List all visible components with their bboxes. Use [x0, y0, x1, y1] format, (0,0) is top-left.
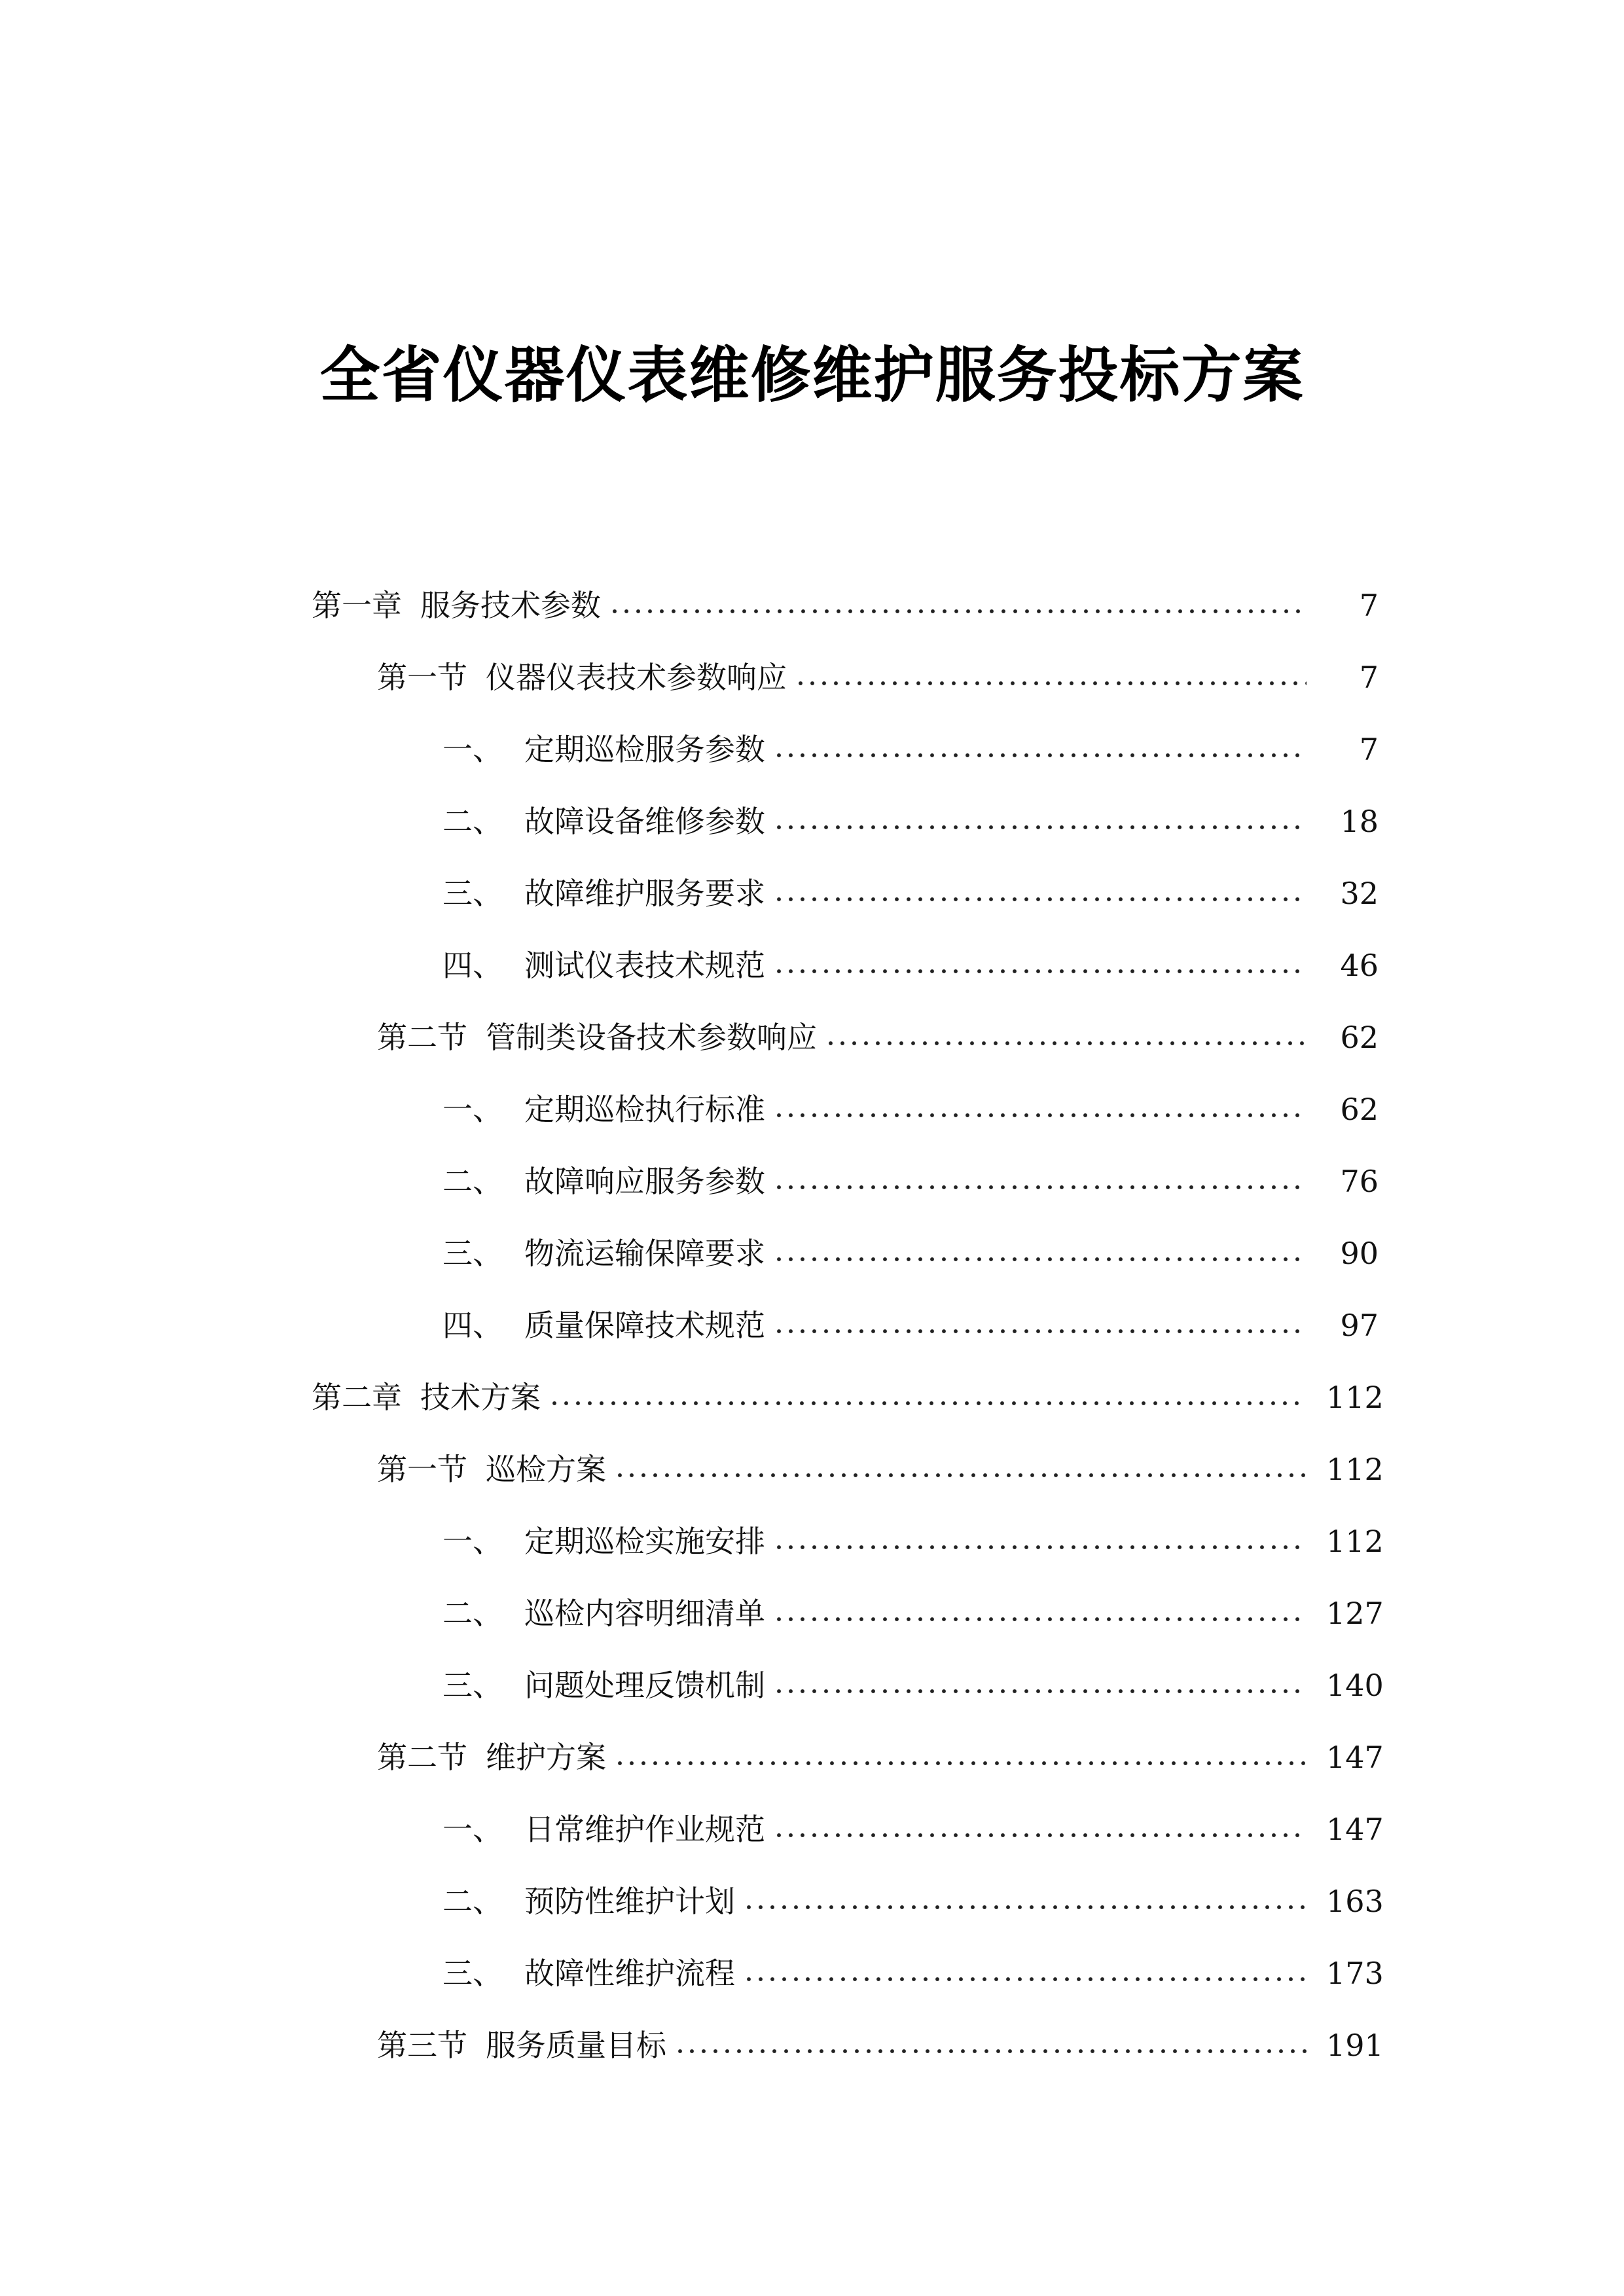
dot-leader [549, 1400, 1307, 1407]
toc-page-number: 62 [1340, 1020, 1379, 1055]
toc-text: 定期巡检实施安排 [524, 1524, 765, 1559]
toc-text: 故障性维护流程 [524, 1956, 735, 1991]
toc-page-number: 7 [1359, 732, 1379, 767]
toc-text: 问题处理反馈机制 [524, 1668, 765, 1703]
toc-section-2-1[interactable] [0, 1433, 1624, 1505]
toc-page-number: 127 [1326, 1596, 1384, 1631]
toc-text: 定期巡检服务参数 [524, 732, 765, 767]
toc-number: 一、 [442, 1812, 503, 1847]
dot-leader [773, 896, 1307, 903]
toc-subsection[interactable] [0, 785, 1624, 857]
toc-text: 预防性维护计划 [524, 1884, 735, 1919]
dot-leader [614, 1760, 1307, 1767]
toc-text: 故障响应服务参数 [524, 1164, 765, 1199]
toc-number: 三、 [442, 1236, 503, 1271]
toc-subsection[interactable] [0, 1289, 1624, 1361]
toc-number: 二、 [442, 804, 503, 839]
toc-chapter-2[interactable] [0, 1361, 1624, 1433]
toc-page-number: 76 [1340, 1164, 1379, 1199]
toc-number: 第一节 [377, 660, 467, 695]
toc-text: 故障维护服务要求 [524, 876, 765, 911]
dot-leader [795, 680, 1307, 687]
toc-page-number: 112 [1326, 1380, 1384, 1415]
toc-text: 技术方案 [420, 1380, 541, 1415]
toc-number: 三、 [442, 1668, 503, 1703]
toc-page-number: 173 [1326, 1956, 1384, 1991]
toc-page-number: 112 [1326, 1452, 1384, 1487]
toc-page-number: 147 [1326, 1740, 1384, 1775]
toc-number: 第三节 [377, 2028, 467, 2063]
toc-subsection[interactable] [0, 713, 1624, 785]
toc-subsection[interactable] [0, 1649, 1624, 1721]
toc-page-number: 62 [1340, 1092, 1379, 1127]
toc-number: 四、 [442, 948, 503, 983]
toc-page-number: 7 [1359, 588, 1379, 623]
toc-subsection[interactable] [0, 1937, 1624, 2009]
toc-text: 服务质量目标 [486, 2028, 666, 2063]
toc-page-number: 18 [1340, 804, 1379, 839]
toc-section-2-3[interactable] [0, 2009, 1624, 2081]
toc-text: 巡检内容明细清单 [524, 1596, 765, 1631]
toc-text: 物流运输保障要求 [524, 1236, 765, 1271]
toc-number: 二、 [442, 1884, 503, 1919]
toc-subsection[interactable] [0, 1217, 1624, 1289]
toc-page-number: 191 [1326, 2028, 1384, 2063]
dot-leader [773, 1184, 1307, 1191]
dot-leader [609, 608, 1307, 615]
toc-page-number: 7 [1359, 660, 1379, 695]
toc-page-number: 112 [1326, 1524, 1384, 1559]
toc-number: 第一章 [312, 588, 402, 623]
toc-page-number: 140 [1326, 1668, 1384, 1703]
dot-leader [674, 2048, 1307, 2054]
toc-text: 维护方案 [486, 1740, 606, 1775]
toc-number: 一、 [442, 1092, 503, 1127]
toc-page-number: 147 [1326, 1812, 1384, 1847]
toc-subsection[interactable] [0, 857, 1624, 929]
table-of-contents [0, 569, 1624, 2081]
dot-leader [773, 1616, 1307, 1623]
toc-page-number: 97 [1340, 1308, 1379, 1343]
toc-number: 一、 [442, 1524, 503, 1559]
dot-leader [743, 1976, 1307, 1982]
document-title: 全省仪器仪表维修维护服务投标方案 [319, 340, 1305, 410]
toc-text: 服务技术参数 [420, 588, 601, 623]
toc-number: 第一节 [377, 1452, 467, 1487]
toc-number: 第二节 [377, 1740, 467, 1775]
toc-text: 测试仪表技术规范 [524, 948, 765, 983]
toc-page-number: 32 [1340, 876, 1379, 911]
toc-page-number: 163 [1326, 1884, 1384, 1919]
toc-number: 第二章 [312, 1380, 402, 1415]
dot-leader [773, 1256, 1307, 1263]
toc-subsection[interactable] [0, 1865, 1624, 1937]
toc-text: 巡检方案 [486, 1452, 606, 1487]
toc-number: 二、 [442, 1164, 503, 1199]
dot-leader [773, 968, 1307, 975]
toc-number: 四、 [442, 1308, 503, 1343]
toc-text: 管制类设备技术参数响应 [486, 1020, 817, 1055]
toc-number: 一、 [442, 732, 503, 767]
toc-number: 三、 [442, 1956, 503, 1991]
dot-leader [825, 1040, 1307, 1047]
dot-leader [773, 1328, 1307, 1335]
toc-text: 定期巡检执行标准 [524, 1092, 765, 1127]
toc-subsection[interactable] [0, 929, 1624, 1001]
toc-section-1-2[interactable] [0, 1001, 1624, 1073]
toc-text: 日常维护作业规范 [524, 1812, 765, 1847]
dot-leader [773, 752, 1307, 759]
toc-subsection[interactable] [0, 1793, 1624, 1865]
toc-number: 三、 [442, 876, 503, 911]
toc-page-number: 46 [1340, 948, 1379, 983]
toc-number: 二、 [442, 1596, 503, 1631]
dot-leader [773, 1112, 1307, 1119]
toc-text: 质量保障技术规范 [524, 1308, 765, 1343]
dot-leader [743, 1904, 1307, 1910]
toc-subsection[interactable] [0, 1145, 1624, 1217]
toc-subsection[interactable] [0, 1505, 1624, 1577]
toc-text: 故障设备维修参数 [524, 804, 765, 839]
toc-subsection[interactable] [0, 1073, 1624, 1145]
dot-leader [773, 1688, 1307, 1695]
toc-subsection[interactable] [0, 1577, 1624, 1649]
dot-leader [773, 1832, 1307, 1839]
toc-text: 仪器仪表技术参数响应 [486, 660, 787, 695]
dot-leader [773, 824, 1307, 831]
toc-section-2-2[interactable] [0, 1721, 1624, 1793]
toc-section-1-1[interactable] [0, 641, 1624, 713]
toc-chapter-1[interactable] [0, 569, 1624, 641]
toc-page-number: 90 [1340, 1236, 1379, 1271]
toc-number: 第二节 [377, 1020, 467, 1055]
dot-leader [773, 1544, 1307, 1551]
dot-leader [614, 1472, 1307, 1479]
